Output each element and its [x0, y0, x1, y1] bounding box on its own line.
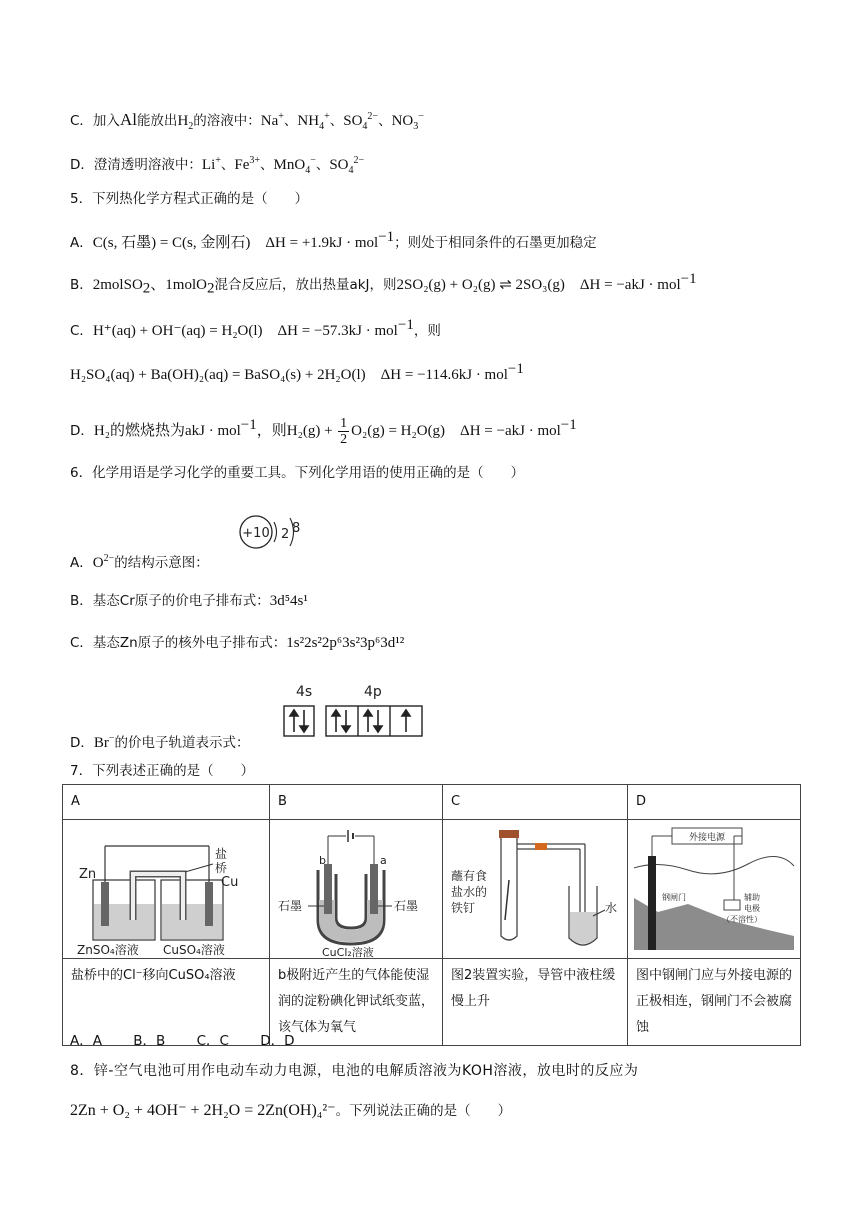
figure-c-cell: [443, 820, 628, 959]
atom-shell-1: 2: [281, 527, 290, 542]
table-header-a: A: [63, 785, 270, 820]
iron-nail-corrosion-diagram: [443, 820, 627, 958]
aux-electrode-label-1: 辅助: [744, 893, 760, 902]
q7-stem: 7．下列表述正确的是（ ）: [70, 763, 255, 779]
table-header-c: C: [443, 785, 628, 820]
nail-label-3: 铁钉: [451, 901, 476, 915]
q7-options-table: [62, 784, 801, 1046]
graphite-left-label: 石墨: [278, 899, 303, 913]
q6-option-b: B．基态Cr原子的价电子排布式：3d⁵4s¹: [70, 593, 308, 609]
table-header-d: D: [628, 785, 801, 820]
znso4-solution-label: ZnSO₄溶液: [77, 943, 139, 957]
q6-option-c: C．基态Zn原子的核外电子排布式：1s²2s²2p⁶3s²3p⁶3d¹²: [70, 635, 405, 651]
external-power-label: 外接电源: [688, 833, 726, 843]
cucl2-solution-label: CuCl₂溶液: [322, 946, 374, 958]
table-header-b: B: [270, 785, 443, 820]
orbital-label-4p: 4p: [364, 684, 382, 700]
figure-d-cell: [628, 820, 801, 959]
nail-label-1: 蘸有食: [451, 869, 488, 883]
figure-a-cell: [63, 820, 270, 959]
steel-gate-protection-diagram: [628, 820, 800, 958]
atom-shell-2: 8: [292, 521, 301, 536]
q5-option-b: B．2molSO$_2$、1molO$_2$混合反应后，放出热量akJ，则2SO₂(g) + O₂(g) ⇌ 2SO₃(g) ΔH = −akJ · mol$^{-1}$: [70, 271, 697, 297]
q5-option-c: C．H⁺(aq) + OH⁻(aq) = H₂O(l) ΔH = −57.3kJ · mol$^{-1}$，则: [70, 317, 441, 339]
nail-label-2: 盐水的: [451, 885, 488, 899]
graphite-right-label: 石墨: [394, 899, 419, 913]
zn-label: Zn: [79, 867, 97, 882]
electrode-a-label: a: [380, 854, 387, 867]
water-label: 水: [605, 901, 618, 915]
u-tube-electrolysis-diagram: [270, 820, 442, 958]
salt-bridge-label-1: 盐: [215, 847, 228, 861]
q5-option-a: A．C(s, 石墨) = C(s, 金刚石) ΔH = +1.9kJ · mol$^{-1}$；则处于相同条件的石墨更加稳定: [70, 229, 597, 251]
q4-option-c: C．加入Al能放出$H_2$的溶液中：Na+、$NH_4^+$、$SO_4^{2-}$、$NO_3^-$: [70, 110, 424, 132]
fraction-one-half: $\frac{1}{2}$: [340, 416, 348, 447]
q6-stem: 6．化学用语是学习化学的重要工具。下列化学用语的使用正确的是（ ）: [70, 465, 525, 481]
q4-option-d: D．澄清透明溶液中：Li+、$Fe^{3+}$、MnO$_4$−、$SO_4^{2-}$: [70, 155, 365, 176]
cu-label: Cu: [221, 875, 239, 890]
salt-bridge-cell-diagram: [63, 820, 269, 958]
q6-option-a: A．$O^{2-}$的结构示意图：: [70, 553, 209, 571]
oxygen-ion-structure-diagram: [236, 508, 306, 554]
br-orbital-diagram: [276, 680, 436, 744]
atom-nucleus-charge: +10: [242, 526, 270, 541]
q5-option-c-equation: H₂SO₄(aq) + Ba(OH)₂(aq) = BaSO₄(s) + 2H₂O(l) ΔH = −114.6kJ · mol$^{-1}$: [70, 361, 524, 383]
q5-stem: 5．下列热化学方程式正确的是（ ）: [70, 191, 309, 207]
q6-option-d: D．Br−的价电子轨道表示式：: [70, 733, 250, 751]
cuso4-solution-label: CuSO₄溶液: [163, 943, 225, 957]
table-desc-c: 图2装置实验，导管中液柱缓慢上升: [443, 959, 628, 1046]
steel-gate-label: 钢闸门: [662, 893, 686, 902]
salt-bridge-label-2: 桥: [215, 861, 228, 875]
table-desc-b: b极附近产生的气体能使湿润的淀粉碘化钾试纸变蓝，该气体为氧气: [270, 959, 443, 1046]
q5-option-d: D．H₂的燃烧热为akJ · mol$^{-1}$，则H₂(g) + $\frac{1}{2}$ O₂(g) = H₂O(g) ΔH = −akJ · mol$^{-1}$: [70, 416, 577, 447]
aux-electrode-label-2: 电极: [744, 904, 760, 913]
electrode-b-label: b: [319, 854, 326, 867]
orbital-label-4s: 4s: [296, 684, 313, 700]
figure-b-cell: [270, 820, 443, 959]
aux-electrode-label-3: （不溶性）: [722, 915, 762, 924]
q8-equation: 2Zn + O₂ + 4OH⁻ + 2H₂O = 2Zn(OH)₄²⁻。下列说法正确的是（ ）: [70, 1102, 512, 1119]
q8-stem: 8．锌-空气电池可用作电动车动力电源，电池的电解质溶液为KOH溶液，放电时的反应为: [70, 1063, 639, 1079]
table-desc-d: 图中钢闸门应与外接电源的正极相连，钢闸门不会被腐蚀: [628, 959, 801, 1046]
table-desc-a: 盐桥中的Cl⁻移向CuSO₄溶液: [63, 959, 270, 1046]
q7-choices: A．A B．B C．C D．D: [70, 1033, 295, 1049]
